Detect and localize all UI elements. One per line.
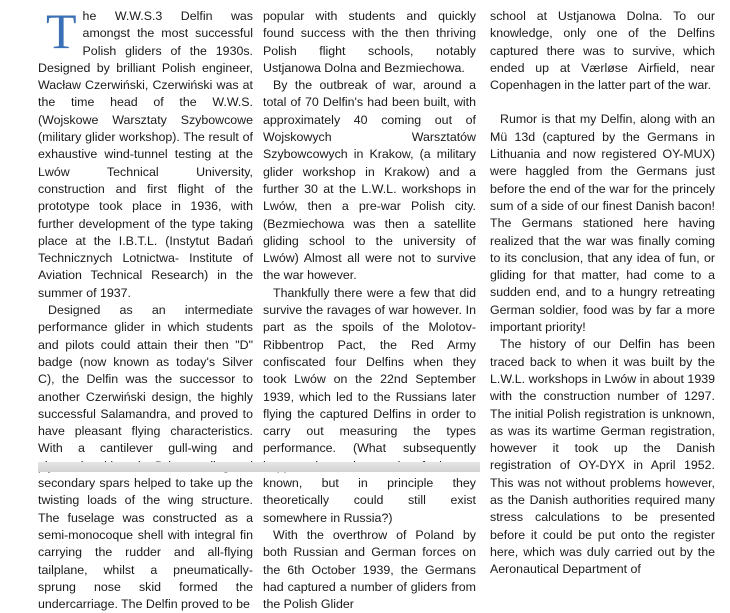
paragraph: With the overthrow of Poland by both Russian and German forces on the 6th October 1939, the Germans had captured a number of gliders from the Polish Glider [263, 527, 476, 612]
article-column-2 [263, 8, 476, 613]
paragraph-text: he W.W.S.3 Delfin was amongst the most successful Polish gliders of the 1930s. Designed by brilliant Polish engineer, Wacław Czerwiński, Czerwiński was at the time head of the W.W.S. (Wojskowe Warsztaty Szybowcowe (military glider workshop). The result of exhaustive wind-tunnel testing at the Lwów Technical University, construction and first flight of the prototype took place in 1936, with further development of the type taking place at the I.B.T.L. (Instytut Badań Technicznych Lotnictwa- Institute of Aviation Technical Research) in the summer of 1937. [38, 9, 253, 300]
paragraph: The history of our Delfin has been traced back to when it was built by the L.W.L. workshops in Lwów in about 1939 with the construction number of 1297. The initial Polish registration is unknown, as was its wartime German registration, however it took up the Danish registration of OY-DYX in April 1952. This was not without problems however, as the Danish authorities required many stress calculations to be presented before it could be put onto the register here, which was duly carried out by the Aeronautical Department of [490, 337, 715, 577]
paragraph: Rumor is that my Delfin, along with an Mü 13d (captured by the Germans in Lithuania and now registered OY-MUX) were haggled from the Germans just before the end of the war for the princely sum of a side of our finest Danish bacon! The Germans stationed here having realized that the war was finally coming to its conclusion, that any idea of fun, or gliding for that matter, had come to a sudden end, and to a hungry retreating German soldier, food was by far a more important priority! [490, 112, 715, 335]
paragraph: school at Ustjanowa Dolna. To our knowledge, only one of the Delfins captured there was to survive, which ended up at Værløse Airfield, near Copenhagen in the latter part of the war. [490, 9, 715, 93]
paragraph [38, 3, 253, 302]
paragraph: popular with students and quickly found success with the then thriving Polish flight schools, notably Ustjanowa Dolna and Bezmiechowa. [263, 9, 476, 75]
article-column-3 [490, 8, 715, 579]
paragraph: By the outbreak of war, around a total of 70 Delfin's had been built, with approximately 40 coming out of Wojskowych Warsztatów Szybowcowych in Krakow, (a military glider workshop in Krakow) and a further 30 at the L.W.L. workshops in Lwów, then a pre-war Polish city. (Bezmiechowa was then a satellite gliding school to the university of Lwów) Almost all were not to survive the war however. [263, 78, 476, 283]
paragraph: Thankfully there were a few that did survive the ravages of war however. In part as the spoils of the Molotov-Ribbentrop Pact, the Red Army confiscated four Delfins when they took Lwów on the 22nd September 1939, which led to the Russians later flying the captured Delfins in order to carry out measuring the types performance. (What subsequently known, but in principle they theoretically could still exist somewhere in Russia?) [263, 285, 476, 525]
paragraph: Designed as an intermediate performance glider in which students and pilots could attain their then "D" badge (now known as today's Silver C), the Delfin was the successor to another Czerwiński design, the highly successful Salamandra, and proved to have pleasant flying characteristics. With a cantilever gull-wing and secondary spars helped to take up the twisting loads of the wing structure. The fuselage was constructed as a semi-monocoque shell with integral fin carrying the rudder and all-flying tailplane, whilst a pneumatically-sprung nose skid formed the undercarriage. The Delfin proved to be [38, 303, 253, 612]
article-column-1 [38, 3, 253, 613]
photo-edge [38, 462, 480, 472]
drop-cap: T [46, 3, 77, 59]
